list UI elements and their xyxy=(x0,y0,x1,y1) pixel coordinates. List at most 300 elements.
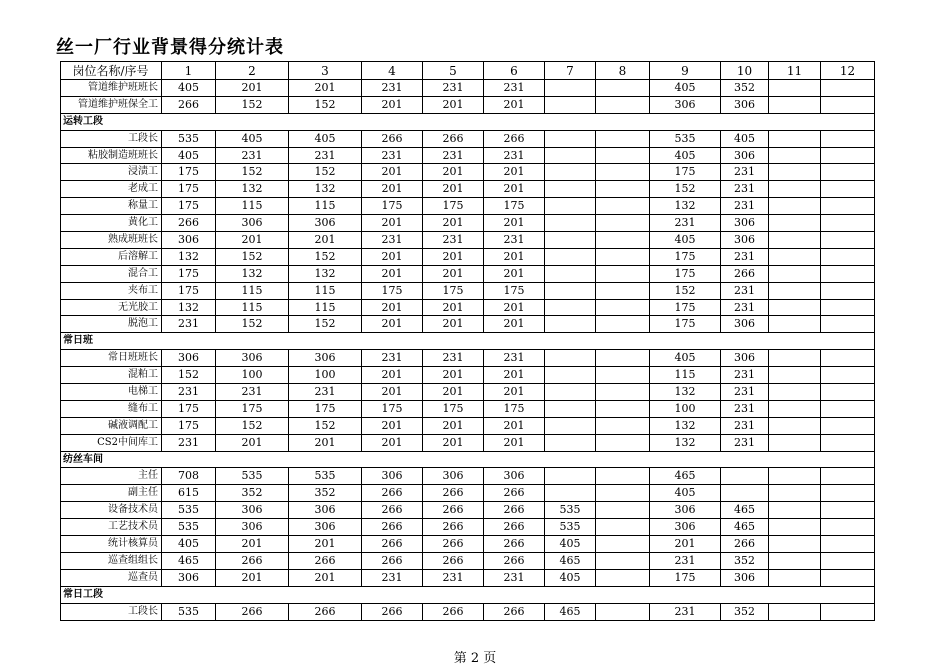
score-cell: 306 xyxy=(162,569,216,586)
table-row xyxy=(61,569,875,586)
sheet-title: 丝一厂行业背景得分统计表 xyxy=(56,37,284,58)
section-fill xyxy=(289,113,362,130)
score-cell: 306 xyxy=(216,519,289,536)
column-header: 4 xyxy=(362,62,423,80)
score-cell: 266 xyxy=(484,502,545,519)
position-name: 管道维护班班长 xyxy=(61,80,162,97)
section-fill xyxy=(650,586,721,603)
score-cell: 201 xyxy=(423,265,484,282)
position-name: 浸渍工 xyxy=(61,164,162,181)
score-cell: 152 xyxy=(650,282,721,299)
section-row xyxy=(61,113,875,130)
score-cell: 405 xyxy=(650,350,721,367)
score-cell xyxy=(769,384,821,401)
section-fill xyxy=(545,451,596,468)
section-fill xyxy=(769,113,821,130)
score-cell: 266 xyxy=(423,552,484,569)
score-cell: 465 xyxy=(721,502,769,519)
table-row xyxy=(61,350,875,367)
score-cell: 175 xyxy=(162,282,216,299)
score-cell xyxy=(821,96,875,113)
score-cell: 201 xyxy=(362,248,423,265)
score-cell: 266 xyxy=(162,96,216,113)
score-cell: 201 xyxy=(484,434,545,451)
score-cell xyxy=(769,96,821,113)
section-fill xyxy=(596,451,650,468)
score-cell: 306 xyxy=(362,468,423,485)
score-cell: 465 xyxy=(162,552,216,569)
section-fill xyxy=(484,333,545,350)
score-cell: 201 xyxy=(362,367,423,384)
column-header-name: 岗位名称/序号 xyxy=(61,62,162,80)
score-cell: 231 xyxy=(650,552,721,569)
score-cell xyxy=(596,215,650,232)
score-cell: 201 xyxy=(289,536,362,553)
score-cell xyxy=(821,485,875,502)
section-fill xyxy=(484,451,545,468)
score-cell xyxy=(596,147,650,164)
section-row xyxy=(61,451,875,468)
score-cell: 175 xyxy=(362,400,423,417)
score-cell xyxy=(596,282,650,299)
table-row xyxy=(61,96,875,113)
section-title: 纺丝车间 xyxy=(61,451,162,468)
section-fill xyxy=(821,113,875,130)
score-cell: 152 xyxy=(216,316,289,333)
score-cell: 231 xyxy=(484,147,545,164)
section-fill xyxy=(821,586,875,603)
score-cell: 231 xyxy=(423,147,484,164)
score-cell: 175 xyxy=(216,400,289,417)
score-cell: 535 xyxy=(162,519,216,536)
score-cell xyxy=(545,265,596,282)
score-cell: 231 xyxy=(721,248,769,265)
score-cell: 152 xyxy=(216,96,289,113)
score-cell: 201 xyxy=(216,536,289,553)
table-row xyxy=(61,164,875,181)
score-cell: 405 xyxy=(650,485,721,502)
score-cell: 201 xyxy=(289,434,362,451)
score-cell: 201 xyxy=(362,265,423,282)
position-name: 工艺技术员 xyxy=(61,519,162,536)
section-fill xyxy=(721,113,769,130)
score-cell xyxy=(545,130,596,147)
position-name: 巡查组组长 xyxy=(61,552,162,569)
score-cell xyxy=(545,434,596,451)
score-cell: 132 xyxy=(289,265,362,282)
score-cell xyxy=(769,519,821,536)
score-cell: 201 xyxy=(216,434,289,451)
score-cell: 201 xyxy=(484,417,545,434)
score-cell: 535 xyxy=(216,468,289,485)
score-cell xyxy=(821,198,875,215)
score-cell: 231 xyxy=(721,384,769,401)
score-cell xyxy=(545,485,596,502)
position-name: 工段长 xyxy=(61,130,162,147)
score-cell xyxy=(596,502,650,519)
score-cell xyxy=(545,80,596,97)
score-cell xyxy=(596,181,650,198)
score-cell xyxy=(596,248,650,265)
score-cell xyxy=(596,384,650,401)
score-cell xyxy=(596,417,650,434)
position-name: 称量工 xyxy=(61,198,162,215)
score-cell: 266 xyxy=(162,215,216,232)
score-cell: 201 xyxy=(484,367,545,384)
score-cell: 201 xyxy=(216,80,289,97)
score-cell xyxy=(769,282,821,299)
score-cell: 152 xyxy=(216,248,289,265)
score-cell: 405 xyxy=(650,232,721,249)
column-header: 10 xyxy=(721,62,769,80)
score-cell xyxy=(821,468,875,485)
score-cell: 231 xyxy=(650,603,721,620)
score-cell xyxy=(821,417,875,434)
score-cell: 266 xyxy=(423,519,484,536)
score-cell: 231 xyxy=(721,434,769,451)
table-row xyxy=(61,384,875,401)
score-cell: 231 xyxy=(423,569,484,586)
score-cell xyxy=(545,299,596,316)
position-name: 巡查员 xyxy=(61,569,162,586)
position-name: 脱泡工 xyxy=(61,316,162,333)
score-cell: 231 xyxy=(423,232,484,249)
table-row xyxy=(61,299,875,316)
section-fill xyxy=(423,333,484,350)
score-cell: 306 xyxy=(721,96,769,113)
score-cell: 266 xyxy=(289,603,362,620)
score-cell: 266 xyxy=(484,536,545,553)
section-fill xyxy=(596,333,650,350)
score-cell: 201 xyxy=(289,569,362,586)
score-cell: 465 xyxy=(545,552,596,569)
position-name: 电梯工 xyxy=(61,384,162,401)
score-cell: 306 xyxy=(721,147,769,164)
position-name: 粘胶制造班班长 xyxy=(61,147,162,164)
table-row xyxy=(61,232,875,249)
section-fill xyxy=(650,451,721,468)
position-name: 设备技术员 xyxy=(61,502,162,519)
section-fill xyxy=(650,333,721,350)
score-cell: 266 xyxy=(423,603,484,620)
section-fill xyxy=(216,333,289,350)
score-cell: 201 xyxy=(423,215,484,232)
score-cell: 201 xyxy=(423,367,484,384)
column-header: 8 xyxy=(596,62,650,80)
score-cell: 405 xyxy=(721,130,769,147)
score-cell: 152 xyxy=(216,164,289,181)
score-cell: 231 xyxy=(721,367,769,384)
score-cell xyxy=(545,468,596,485)
section-fill xyxy=(545,586,596,603)
score-cell xyxy=(769,130,821,147)
column-header: 6 xyxy=(484,62,545,80)
score-cell xyxy=(596,434,650,451)
score-cell: 201 xyxy=(423,181,484,198)
score-cell: 306 xyxy=(721,232,769,249)
score-cell xyxy=(596,350,650,367)
score-cell: 535 xyxy=(289,468,362,485)
column-header: 12 xyxy=(821,62,875,80)
section-fill xyxy=(423,113,484,130)
table-row xyxy=(61,147,875,164)
score-cell: 201 xyxy=(423,96,484,113)
position-name: 夹布工 xyxy=(61,282,162,299)
score-cell: 306 xyxy=(721,569,769,586)
score-cell: 115 xyxy=(216,299,289,316)
section-fill xyxy=(423,586,484,603)
score-cell xyxy=(821,536,875,553)
score-cell xyxy=(769,569,821,586)
section-fill xyxy=(596,113,650,130)
score-cell: 405 xyxy=(162,536,216,553)
score-cell: 201 xyxy=(484,316,545,333)
score-cell: 152 xyxy=(289,96,362,113)
score-cell xyxy=(721,468,769,485)
score-cell: 231 xyxy=(484,350,545,367)
score-cell xyxy=(821,130,875,147)
score-cell: 132 xyxy=(162,299,216,316)
score-cell: 175 xyxy=(650,569,721,586)
score-cell xyxy=(769,265,821,282)
section-fill xyxy=(289,451,362,468)
score-cell xyxy=(545,350,596,367)
score-cell: 266 xyxy=(362,502,423,519)
section-fill xyxy=(545,113,596,130)
score-cell: 405 xyxy=(545,569,596,586)
score-cell: 231 xyxy=(216,384,289,401)
score-cell: 405 xyxy=(162,147,216,164)
score-cell xyxy=(769,434,821,451)
section-row xyxy=(61,586,875,603)
position-name: 常日班班长 xyxy=(61,350,162,367)
score-cell: 266 xyxy=(484,519,545,536)
score-cell xyxy=(821,502,875,519)
score-cell: 231 xyxy=(721,164,769,181)
score-cell xyxy=(821,367,875,384)
score-cell: 231 xyxy=(721,299,769,316)
score-cell: 175 xyxy=(484,198,545,215)
section-fill xyxy=(362,451,423,468)
score-cell: 306 xyxy=(484,468,545,485)
score-cell: 132 xyxy=(289,181,362,198)
score-cell: 306 xyxy=(289,215,362,232)
position-name: 混合工 xyxy=(61,265,162,282)
table-row xyxy=(61,502,875,519)
score-cell: 201 xyxy=(484,265,545,282)
score-cell: 231 xyxy=(423,80,484,97)
score-cell: 266 xyxy=(484,485,545,502)
score-cell xyxy=(545,181,596,198)
score-cell xyxy=(596,265,650,282)
table-row xyxy=(61,417,875,434)
score-cell xyxy=(821,569,875,586)
score-cell: 266 xyxy=(423,536,484,553)
section-fill xyxy=(362,113,423,130)
score-cell xyxy=(545,198,596,215)
score-cell xyxy=(769,400,821,417)
table-row xyxy=(61,316,875,333)
section-fill xyxy=(769,586,821,603)
score-cell: 152 xyxy=(289,417,362,434)
score-cell: 266 xyxy=(362,536,423,553)
score-cell xyxy=(596,164,650,181)
score-cell: 231 xyxy=(362,569,423,586)
score-cell: 201 xyxy=(362,181,423,198)
score-cell: 231 xyxy=(362,80,423,97)
score-cell: 352 xyxy=(721,80,769,97)
score-cell xyxy=(769,603,821,620)
score-cell: 115 xyxy=(289,282,362,299)
score-cell xyxy=(596,299,650,316)
score-cell: 231 xyxy=(721,198,769,215)
score-cell: 465 xyxy=(650,468,721,485)
score-cell: 132 xyxy=(650,198,721,215)
score-cell xyxy=(769,536,821,553)
score-cell xyxy=(769,299,821,316)
score-cell: 115 xyxy=(289,198,362,215)
score-cell: 152 xyxy=(650,181,721,198)
score-cell xyxy=(596,80,650,97)
score-cell: 201 xyxy=(423,434,484,451)
score-cell: 231 xyxy=(484,232,545,249)
score-cell: 201 xyxy=(423,417,484,434)
position-name: 老成工 xyxy=(61,181,162,198)
score-cell: 201 xyxy=(362,316,423,333)
score-cell: 201 xyxy=(484,181,545,198)
position-name: 统计核算员 xyxy=(61,536,162,553)
section-fill xyxy=(484,586,545,603)
score-cell: 266 xyxy=(362,519,423,536)
score-cell xyxy=(545,248,596,265)
score-cell: 266 xyxy=(484,552,545,569)
score-cell: 266 xyxy=(362,485,423,502)
score-cell: 201 xyxy=(423,299,484,316)
score-cell: 405 xyxy=(216,130,289,147)
score-cell: 306 xyxy=(721,215,769,232)
score-cell xyxy=(769,164,821,181)
score-cell: 231 xyxy=(484,80,545,97)
score-cell: 306 xyxy=(162,350,216,367)
score-cell: 465 xyxy=(721,519,769,536)
column-header: 2 xyxy=(216,62,289,80)
score-cell: 115 xyxy=(650,367,721,384)
score-cell: 132 xyxy=(216,265,289,282)
section-fill xyxy=(162,333,216,350)
score-cell: 266 xyxy=(721,265,769,282)
score-cell xyxy=(545,147,596,164)
score-cell: 201 xyxy=(362,164,423,181)
score-cell: 175 xyxy=(162,417,216,434)
score-cell xyxy=(769,181,821,198)
score-cell xyxy=(545,400,596,417)
score-cell: 266 xyxy=(423,130,484,147)
score-cell: 266 xyxy=(216,552,289,569)
score-cell: 201 xyxy=(484,384,545,401)
score-cell: 266 xyxy=(362,552,423,569)
table-row xyxy=(61,265,875,282)
score-cell: 231 xyxy=(362,232,423,249)
score-cell: 115 xyxy=(216,198,289,215)
section-fill xyxy=(721,586,769,603)
score-cell: 175 xyxy=(650,299,721,316)
table-row xyxy=(61,468,875,485)
table-row xyxy=(61,80,875,97)
score-cell xyxy=(596,485,650,502)
score-cell: 175 xyxy=(362,198,423,215)
score-cell: 175 xyxy=(484,282,545,299)
score-cell: 201 xyxy=(423,164,484,181)
section-fill xyxy=(545,333,596,350)
score-cell xyxy=(821,400,875,417)
score-cell: 306 xyxy=(162,232,216,249)
score-cell xyxy=(545,316,596,333)
score-cell: 115 xyxy=(289,299,362,316)
section-fill xyxy=(769,333,821,350)
score-cell: 266 xyxy=(216,603,289,620)
score-cell: 231 xyxy=(721,282,769,299)
score-cell: 266 xyxy=(721,536,769,553)
score-cell: 175 xyxy=(650,164,721,181)
section-fill xyxy=(650,113,721,130)
score-cell xyxy=(769,215,821,232)
score-cell xyxy=(769,468,821,485)
table-row xyxy=(61,485,875,502)
score-cell: 201 xyxy=(362,299,423,316)
score-cell: 175 xyxy=(423,282,484,299)
score-cell: 152 xyxy=(162,367,216,384)
score-cell: 201 xyxy=(362,215,423,232)
position-name: 无光胶工 xyxy=(61,299,162,316)
score-cell: 231 xyxy=(289,384,362,401)
section-title: 常日工段 xyxy=(61,586,162,603)
score-cell: 175 xyxy=(162,198,216,215)
score-cell: 231 xyxy=(162,316,216,333)
score-cell: 231 xyxy=(423,350,484,367)
score-cell: 132 xyxy=(650,434,721,451)
score-cell xyxy=(596,367,650,384)
score-cell xyxy=(821,248,875,265)
score-cell: 306 xyxy=(289,350,362,367)
section-fill xyxy=(289,586,362,603)
score-cell xyxy=(545,96,596,113)
score-cell: 352 xyxy=(216,485,289,502)
section-fill xyxy=(721,451,769,468)
score-cell: 231 xyxy=(721,400,769,417)
section-fill xyxy=(162,451,216,468)
score-cell xyxy=(821,215,875,232)
score-cell xyxy=(596,468,650,485)
score-cell xyxy=(821,434,875,451)
score-table xyxy=(60,61,875,621)
score-cell: 201 xyxy=(484,248,545,265)
score-cell: 152 xyxy=(289,248,362,265)
score-cell xyxy=(596,96,650,113)
score-cell xyxy=(821,299,875,316)
table-row xyxy=(61,434,875,451)
score-cell xyxy=(596,519,650,536)
score-cell xyxy=(821,384,875,401)
score-cell: 266 xyxy=(362,603,423,620)
score-cell: 175 xyxy=(162,181,216,198)
column-header: 7 xyxy=(545,62,596,80)
table-row xyxy=(61,519,875,536)
score-cell: 306 xyxy=(650,502,721,519)
score-cell xyxy=(769,350,821,367)
score-cell xyxy=(769,316,821,333)
score-cell xyxy=(821,147,875,164)
score-cell: 306 xyxy=(289,502,362,519)
